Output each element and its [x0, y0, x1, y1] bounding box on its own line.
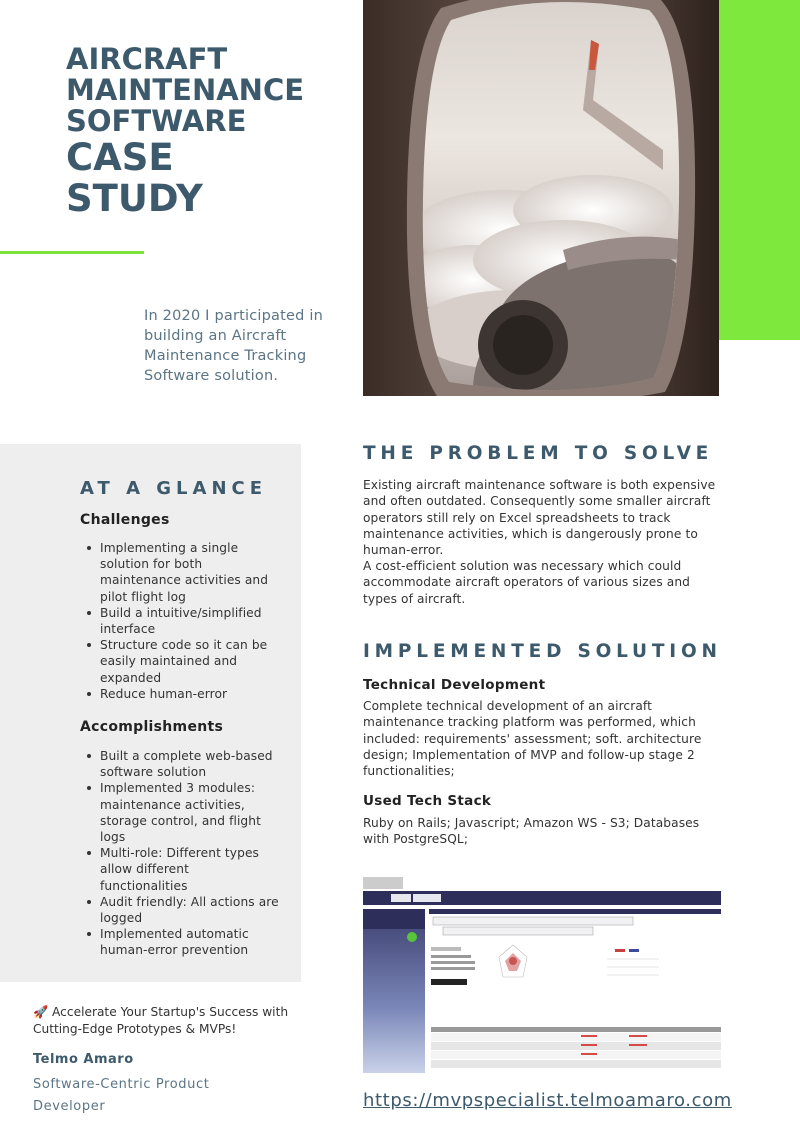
- author-name: Telmo Amaro: [33, 1052, 134, 1067]
- at-a-glance-panel: [0, 444, 301, 982]
- airplane-window-illustration: [363, 0, 719, 396]
- title-divider: [0, 251, 144, 254]
- title-line-4: CASE: [66, 136, 174, 179]
- tech-dev-heading: Technical Development: [363, 677, 546, 693]
- challenges-list: [100, 540, 280, 702]
- tech-dev-text: Complete technical development of an aircraft maintenance tracking platform was performed, which included: requirements' assessment; soft. architecture design; Implementation of MVP and follow-up stage 2 functionalities;: [363, 699, 702, 779]
- problem-paragraph-2: A cost-efficient solution was necessary which could accommodate aircraft operators of various sizes and types of aircraft.: [363, 559, 691, 606]
- accent-block: [718, 0, 800, 340]
- airplane-window-photo: [363, 0, 719, 396]
- list-item: Implementing a single solution for both maintenance activities and pilot flight log: [100, 540, 280, 605]
- problem-paragraph-1: Existing aircraft maintenance software is both expensive and often outdated. Consequently some smaller aircraft operators still rely on Excel spreadsheets to track maintenance activities, which is dangerously prone to human-error.: [363, 478, 716, 558]
- solution-heading: IMPLEMENTED SOLUTION: [363, 641, 722, 662]
- case-study-title: [66, 44, 304, 219]
- list-item: Implemented 3 modules: maintenance activities, storage control, and flight logs: [100, 780, 280, 845]
- list-item: Built a complete web-based software solution: [100, 748, 280, 780]
- app-screenshot-illustration: [363, 873, 721, 1073]
- cta-text: 🚀 Accelerate Your Startup's Success with Cutting-Edge Prototypes & MVPs!: [33, 1005, 289, 1036]
- title-line-5: STUDY: [66, 177, 203, 220]
- challenges-heading: Challenges: [80, 512, 170, 528]
- title-line-2: MAINTENANCE: [66, 73, 305, 107]
- list-item: Structure code so it can be easily maintained and expanded: [100, 637, 280, 686]
- list-item: Reduce human-error: [100, 686, 280, 702]
- list-item: Build a intuitive/simplified interface: [100, 605, 280, 637]
- problem-heading: THE PROBLEM TO SOLVE: [363, 443, 714, 464]
- accomplishments-list: [100, 748, 280, 959]
- tech-stack-heading: Used Tech Stack: [363, 793, 492, 809]
- app-screenshot: [363, 873, 721, 1073]
- title-line-1: AIRCRAFT: [66, 42, 228, 76]
- intro-text: In 2020 I participated in building an Aircraft Maintenance Tracking Software solution.: [144, 308, 323, 384]
- list-item: Implemented automatic human-error prevention: [100, 926, 280, 958]
- website-link[interactable]: https://mvpspecialist.telmoamaro.com: [363, 1090, 732, 1111]
- at-a-glance-heading: AT A GLANCE: [80, 478, 268, 499]
- author-role: Software-Centric Product Developer: [33, 1077, 210, 1114]
- title-line-3: SOFTWARE: [66, 104, 247, 138]
- accomplishments-heading: Accomplishments: [80, 719, 224, 735]
- list-item: Multi-role: Different types allow different functionalities: [100, 845, 280, 894]
- list-item: Audit friendly: All actions are logged: [100, 894, 279, 926]
- tech-stack-text: Ruby on Rails; Javascript; Amazon WS - S3; Databases with PostgreSQL;: [363, 816, 700, 847]
